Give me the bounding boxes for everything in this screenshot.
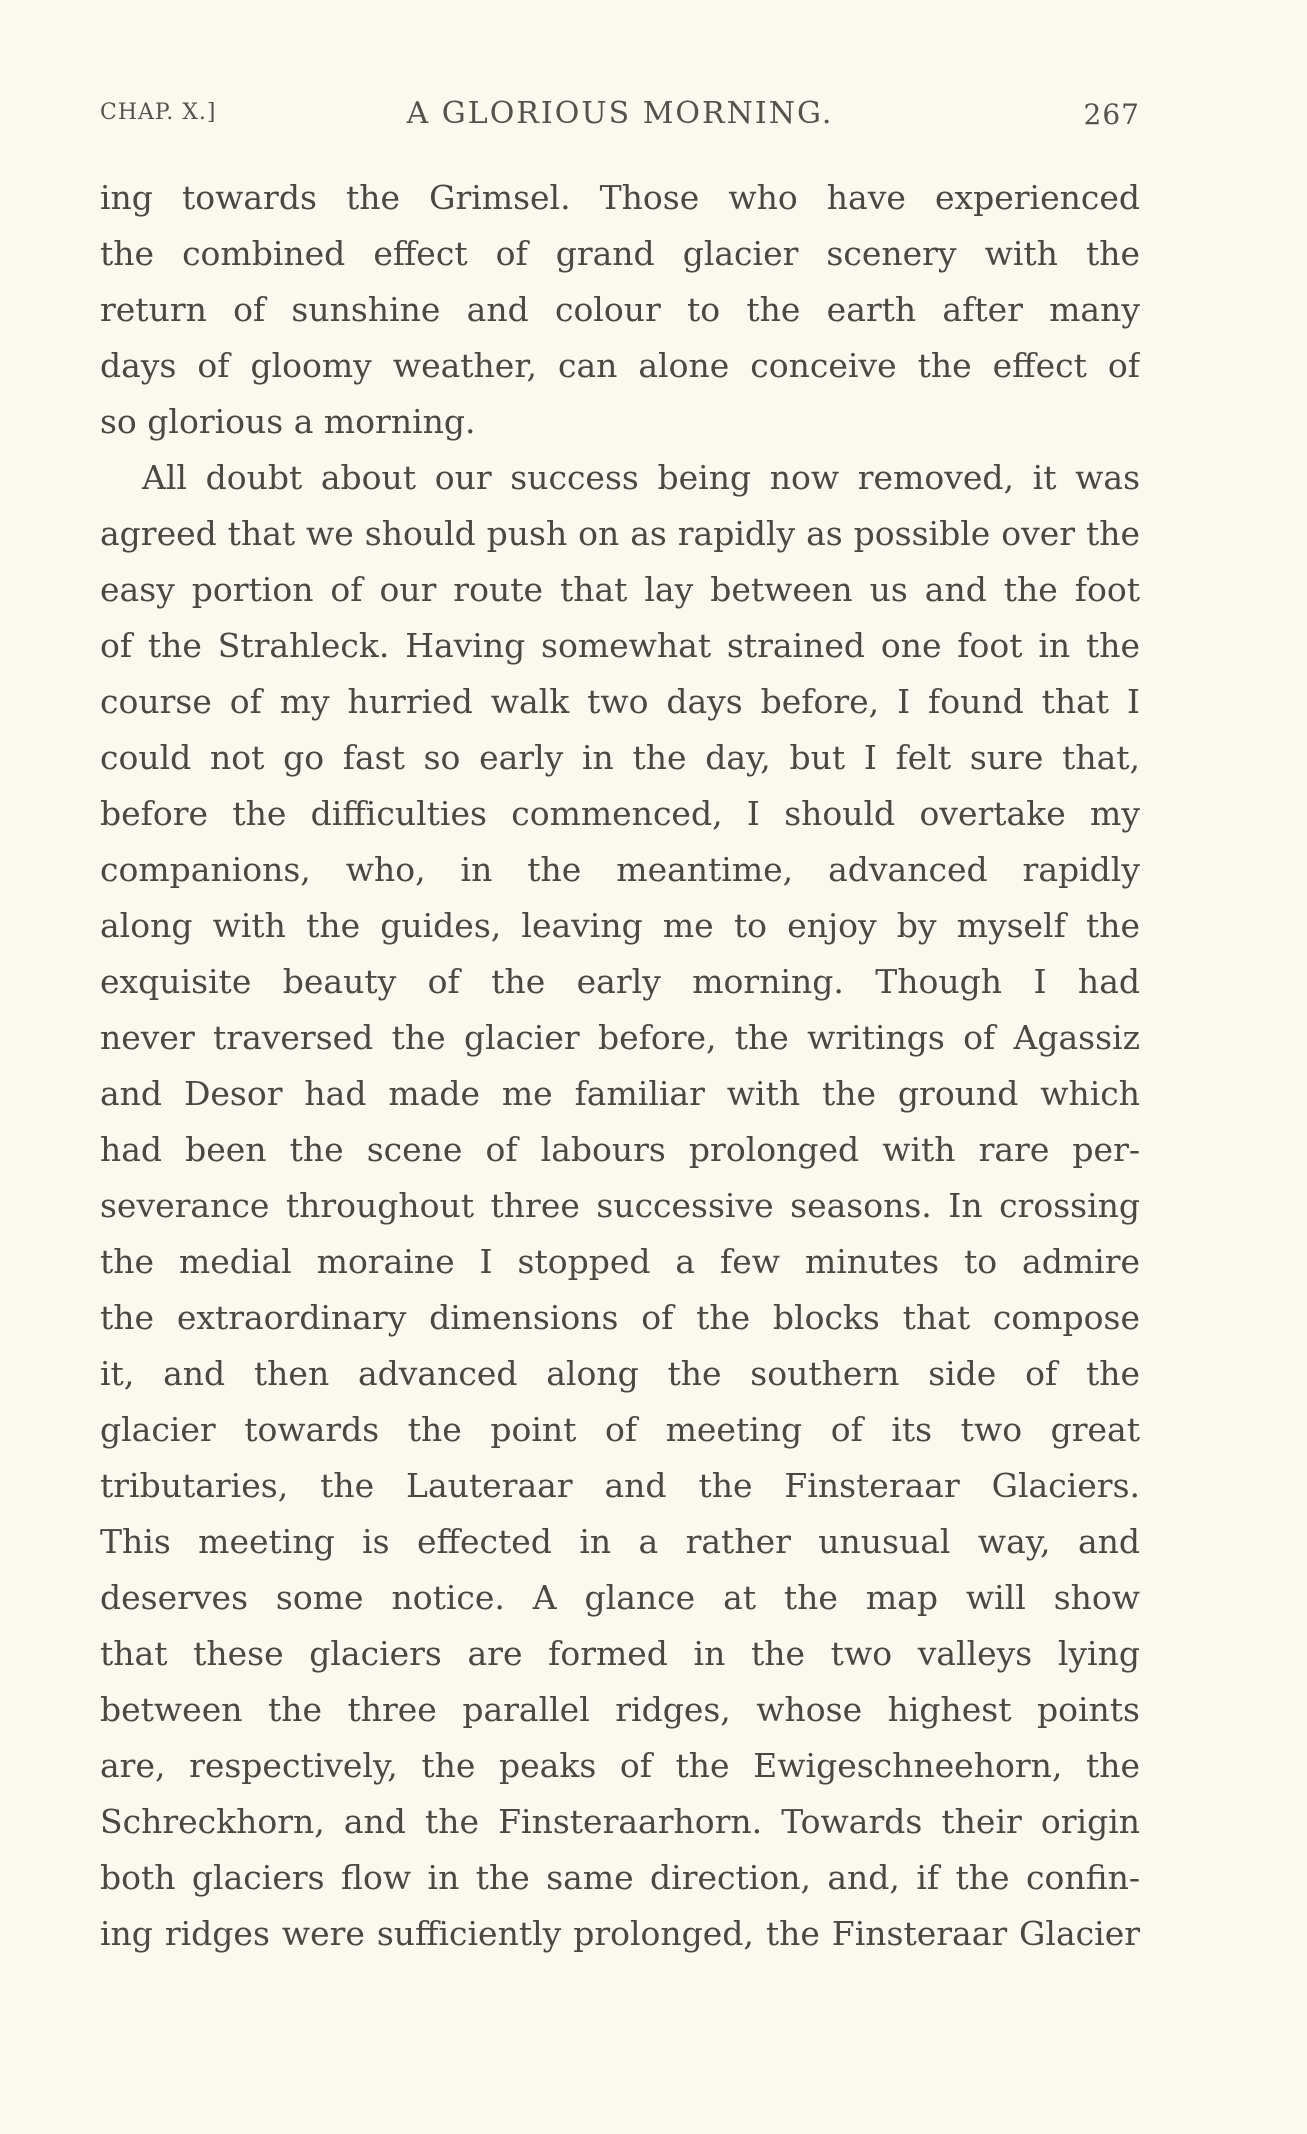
text-line: return of sunshine and colour to the earth after many [100,290,1140,329]
text-line: ing ridges were sufficiently prolonged, the Finsteraar Glacier [100,1914,1140,1953]
text-line: it, and then advanced along the southern side of the [100,1354,1140,1393]
text-line: had been the scene of labours prolonged with rare per- [100,1130,1140,1169]
text-line: companions, who, in the meantime, advanced rapidly [100,850,1140,889]
running-head [100,96,1140,136]
text-line: before the difficulties commenced, I should overtake my [100,794,1140,833]
text-line: agreed that we should push on as rapidly as possible over the [100,514,1140,553]
text-line: the extraordinary dimensions of the blocks that compose [100,1298,1140,1337]
text-line: Schreckhorn, and the Finsteraarhorn. Towards their origin [100,1802,1140,1841]
text-line: are, respectively, the peaks of the Ewigeschneehorn, the [100,1746,1140,1785]
text-line: exquisite beauty of the early morning. Though I had [100,962,1140,1001]
text-line: so glorious a morning. [100,402,476,441]
text-line: course of my hurried walk two days before, I found that I [100,682,1140,721]
text-line: easy portion of our route that lay between us and the foot [100,570,1140,609]
text-line: ing towards the Grimsel. Those who have experienced [100,178,1140,217]
chapter-label: CHAP. X.] [100,100,217,125]
text-line: days of gloomy weather, can alone conceive the effect of [100,346,1140,385]
page-title: A GLORIOUS MORNING. [406,96,834,131]
text-line: severance throughout three successive seasons. In crossing [100,1186,1140,1225]
text-line: between the three parallel ridges, whose highest points [100,1690,1140,1729]
text-line: never traversed the glacier before, the writings of Agassiz [100,1018,1140,1057]
text-line: deserves some notice. A glance at the map will show [100,1578,1140,1617]
text-line: that these glaciers are formed in the two valleys lying [100,1634,1140,1673]
text-line: both glaciers flow in the same direction, and, if the confin- [100,1858,1140,1897]
text-line: could not go fast so early in the day, but I felt sure that, [100,738,1140,777]
text-line: glacier towards the point of meeting of its two great [100,1410,1140,1449]
page-number: 267 [1083,98,1140,131]
text-line: the medial moraine I stopped a few minutes to admire [100,1242,1140,1281]
text-line: tributaries, the Lauteraar and the Finsteraar Glaciers. [100,1466,1140,1505]
text-line: and Desor had made me familiar with the ground which [100,1074,1140,1113]
text-line: of the Strahleck. Having somewhat strained one foot in the [100,626,1140,665]
body-text [100,170,1140,1962]
text-line: along with the guides, leaving me to enjoy by myself the [100,906,1140,945]
text-line: All doubt about our success being now removed, it was [142,458,1140,497]
text-line: the combined effect of grand glacier scenery with the [100,234,1140,273]
text-line: This meeting is effected in a rather unusual way, and [100,1522,1140,1561]
